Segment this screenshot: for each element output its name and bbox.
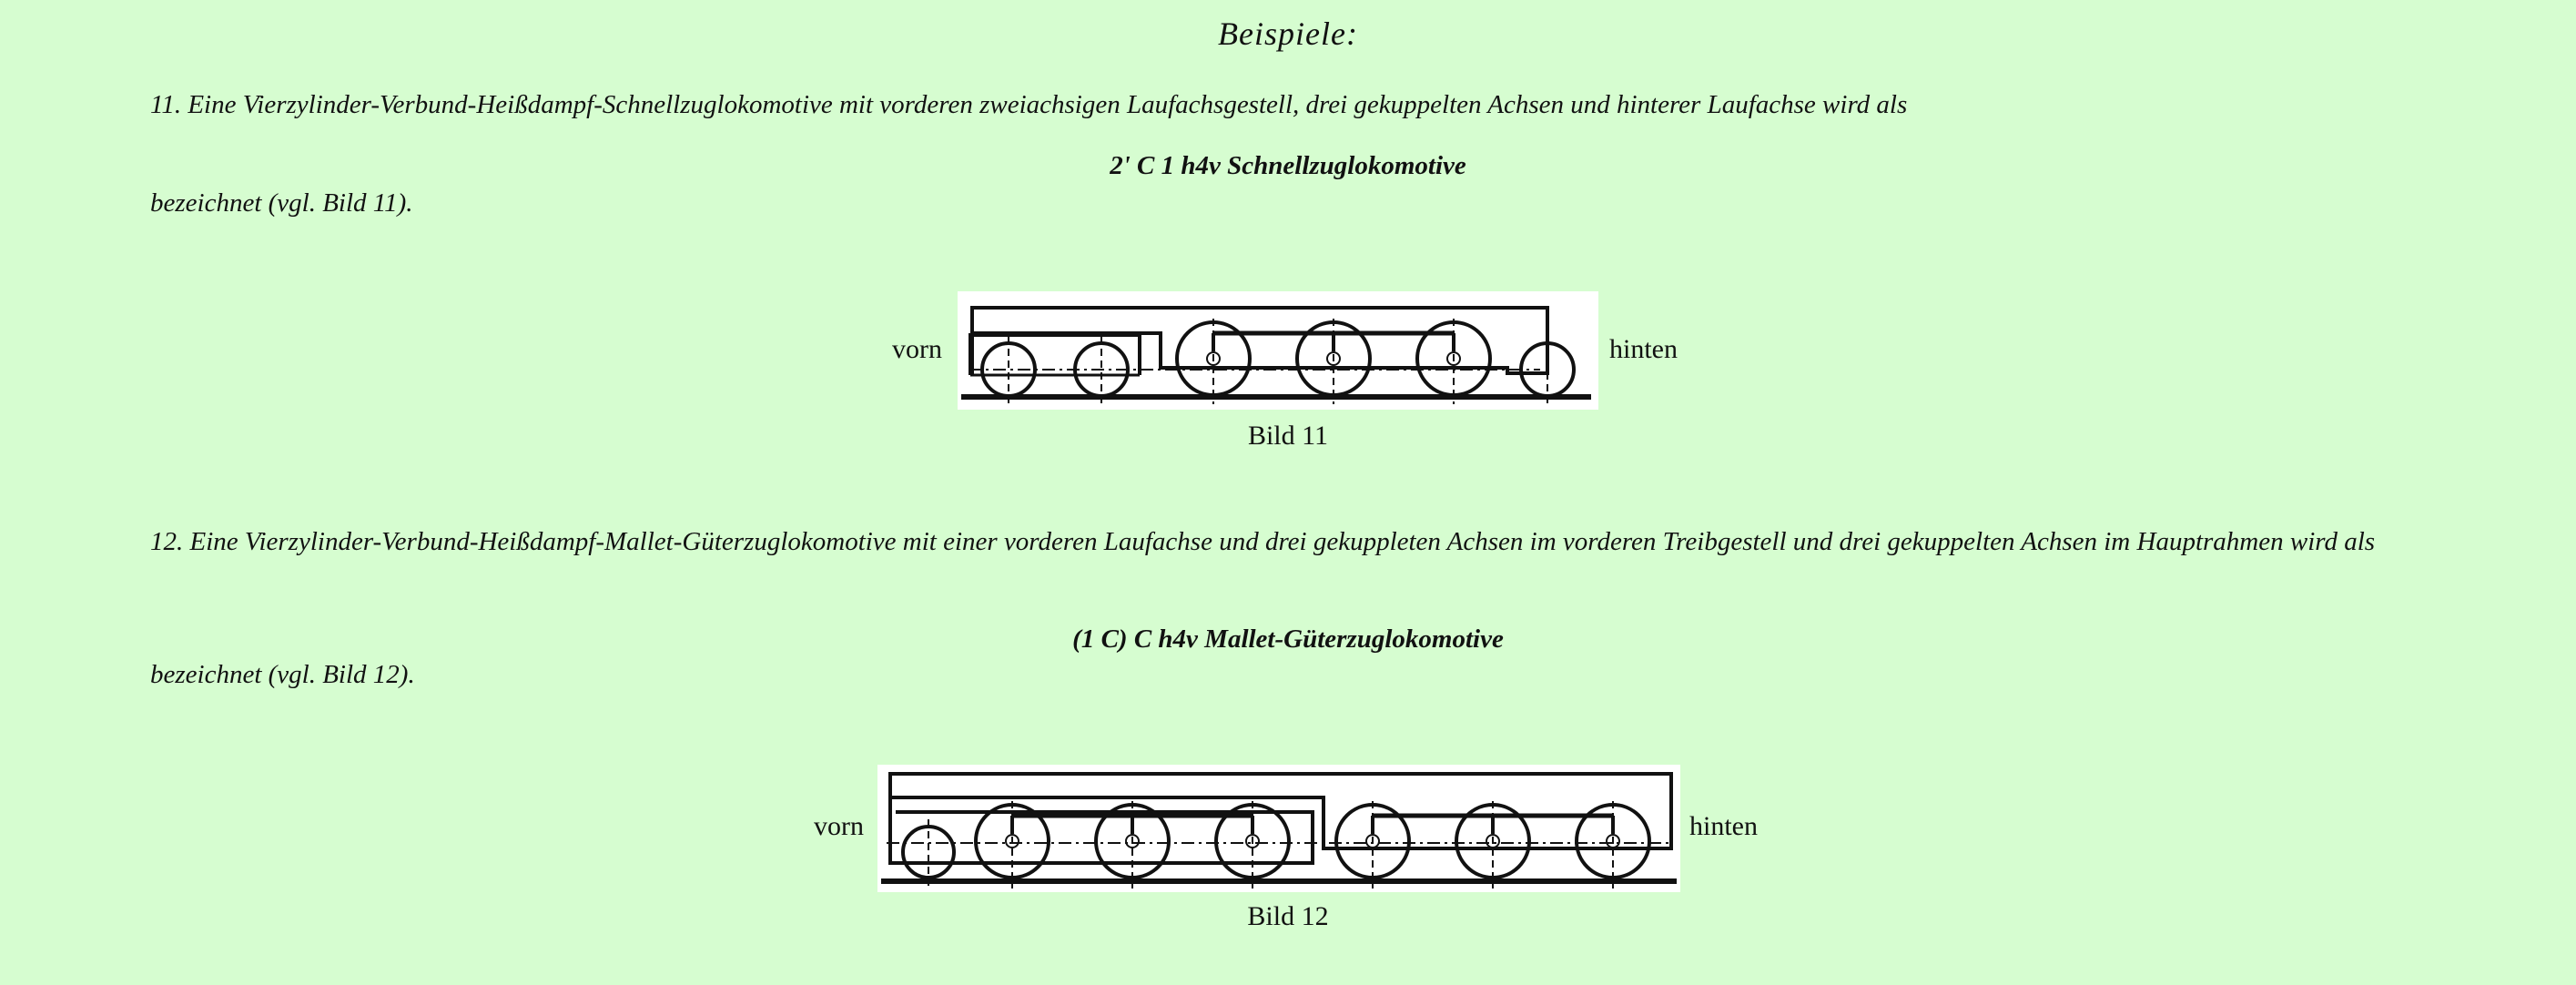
bild-11-rear-label: hinten: [1609, 334, 1678, 364]
example-11-suffix: bezeichnet (vgl. Bild 11).: [150, 188, 413, 218]
example-12-text: 12. Eine Vierzylinder-Verbund-Heißdampf-Mallet-Güterzuglokomotive mit einer vorderen Laufachse und drei gekuppleten Achsen im vorderen Treibgestell und drei gekuppelten Achsen im Hauptrahmen wird als: [150, 527, 2376, 556]
example-11-designation: 2' C 1 h4v Schnellzuglokomotive: [1110, 151, 1466, 180]
bild-12-caption: Bild 12: [1247, 901, 1329, 931]
bild-11-locomotive-diagram: [958, 291, 1598, 410]
bild-12-front-label: vorn: [814, 811, 864, 841]
bild-12-locomotive-diagram: [877, 765, 1680, 892]
example-11-text: 11. Eine Vierzylinder-Verbund-Heißdampf-Schnellzuglokomotive mit vorderen zweiachsigen Laufachsgestell, drei gekuppelten Achsen und hinterer Laufachse wird als: [150, 90, 1908, 119]
example-12-designation: (1 C) C h4v Mallet-Güterzuglokomotive: [1072, 625, 1504, 654]
bild-12-rear-label: hinten: [1689, 811, 1758, 841]
example-12-suffix: bezeichnet (vgl. Bild 12).: [150, 660, 415, 689]
page-heading: Beispiele:: [1218, 15, 1358, 52]
bild-11-front-label: vorn: [892, 334, 942, 364]
bild-11-caption: Bild 11: [1247, 421, 1329, 451]
